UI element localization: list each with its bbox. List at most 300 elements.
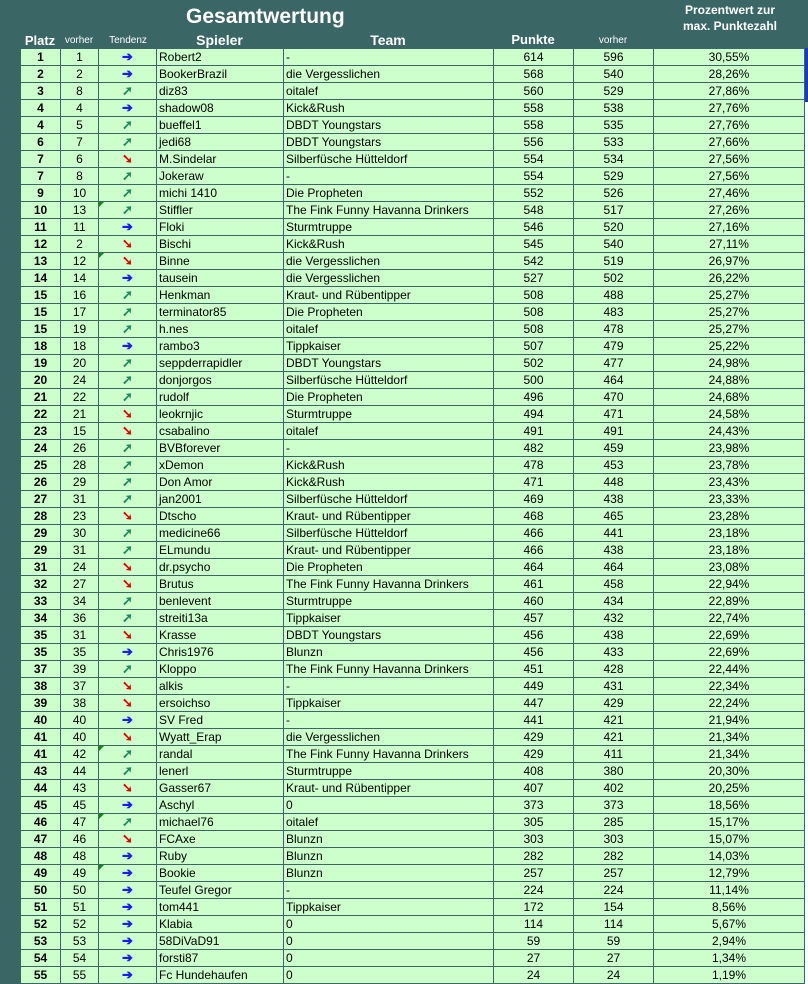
points-cell[interactable]: 303 <box>494 831 574 848</box>
points-cell[interactable]: 508 <box>494 304 574 321</box>
vorher-cell[interactable]: 22 <box>61 389 99 406</box>
previous-points-cell[interactable]: 27 <box>574 950 654 967</box>
team-cell[interactable]: Kick&Rush <box>284 457 494 474</box>
vorher-cell[interactable]: 48 <box>61 848 99 865</box>
points-cell[interactable]: 554 <box>494 168 574 185</box>
platz-cell[interactable]: 20 <box>21 372 61 389</box>
percent-cell[interactable]: 5,67% <box>654 916 805 933</box>
player-cell[interactable]: donjorgos <box>157 372 284 389</box>
points-cell[interactable]: 441 <box>494 712 574 729</box>
points-cell[interactable]: 456 <box>494 627 574 644</box>
points-cell[interactable]: 469 <box>494 491 574 508</box>
vorher-cell[interactable]: 27 <box>61 576 99 593</box>
platz-cell[interactable]: 4 <box>21 100 61 117</box>
team-cell[interactable]: Sturmtruppe <box>284 593 494 610</box>
percent-cell[interactable]: 22,89% <box>654 593 805 610</box>
points-cell[interactable]: 494 <box>494 406 574 423</box>
platz-cell[interactable]: 31 <box>21 559 61 576</box>
player-cell[interactable]: Binne <box>157 253 284 270</box>
trend-cell[interactable] <box>99 355 157 372</box>
team-cell[interactable]: DBDT Youngstars <box>284 627 494 644</box>
previous-points-cell[interactable]: 432 <box>574 610 654 627</box>
player-cell[interactable]: Krasse <box>157 627 284 644</box>
percent-cell[interactable]: 21,94% <box>654 712 805 729</box>
previous-points-cell[interactable]: 464 <box>574 372 654 389</box>
team-cell[interactable]: DBDT Youngstars <box>284 355 494 372</box>
vorher-cell[interactable]: 24 <box>61 559 99 576</box>
player-cell[interactable]: Bischi <box>157 236 284 253</box>
points-cell[interactable]: 257 <box>494 865 574 882</box>
previous-points-cell[interactable]: 470 <box>574 389 654 406</box>
points-cell[interactable]: 373 <box>494 797 574 814</box>
previous-points-cell[interactable]: 479 <box>574 338 654 355</box>
player-cell[interactable]: Ruby <box>157 848 284 865</box>
trend-cell[interactable] <box>99 304 157 321</box>
team-cell[interactable]: - <box>284 49 494 66</box>
previous-points-cell[interactable]: 471 <box>574 406 654 423</box>
player-cell[interactable]: forsti87 <box>157 950 284 967</box>
vorher-cell[interactable]: 51 <box>61 899 99 916</box>
percent-cell[interactable]: 24,88% <box>654 372 805 389</box>
team-cell[interactable]: - <box>284 882 494 899</box>
team-cell[interactable]: Silberfüsche Hütteldorf <box>284 372 494 389</box>
previous-points-cell[interactable]: 491 <box>574 423 654 440</box>
player-cell[interactable]: ersoichso <box>157 695 284 712</box>
vorher-cell[interactable]: 2 <box>61 66 99 83</box>
team-cell[interactable]: die Vergesslichen <box>284 253 494 270</box>
percent-cell[interactable]: 25,27% <box>654 321 805 338</box>
platz-cell[interactable]: 9 <box>21 185 61 202</box>
vorher-cell[interactable]: 40 <box>61 729 99 746</box>
vorher-cell[interactable]: 4 <box>61 100 99 117</box>
player-cell[interactable]: xDemon <box>157 457 284 474</box>
percent-cell[interactable]: 15,07% <box>654 831 805 848</box>
team-cell[interactable]: Kraut- und Rübentipper <box>284 542 494 559</box>
platz-cell[interactable]: 19 <box>21 355 61 372</box>
player-cell[interactable]: Teufel Gregor <box>157 882 284 899</box>
previous-points-cell[interactable]: 438 <box>574 627 654 644</box>
percent-cell[interactable]: 27,16% <box>654 219 805 236</box>
previous-points-cell[interactable]: 433 <box>574 644 654 661</box>
previous-points-cell[interactable]: 114 <box>574 916 654 933</box>
player-cell[interactable]: Floki <box>157 219 284 236</box>
player-cell[interactable]: randal <box>157 746 284 763</box>
player-cell[interactable]: terminator85 <box>157 304 284 321</box>
percent-cell[interactable]: 30,55% <box>654 49 805 66</box>
previous-points-cell[interactable]: 453 <box>574 457 654 474</box>
trend-cell[interactable] <box>99 83 157 100</box>
points-cell[interactable]: 558 <box>494 100 574 117</box>
player-cell[interactable]: shadow08 <box>157 100 284 117</box>
player-cell[interactable]: tausein <box>157 270 284 287</box>
platz-cell[interactable]: 54 <box>21 950 61 967</box>
vorher-cell[interactable]: 45 <box>61 797 99 814</box>
percent-cell[interactable]: 11,14% <box>654 882 805 899</box>
vorher-cell[interactable]: 18 <box>61 338 99 355</box>
vorher-cell[interactable]: 24 <box>61 372 99 389</box>
percent-cell[interactable]: 12,79% <box>654 865 805 882</box>
team-cell[interactable]: Tippkaiser <box>284 610 494 627</box>
team-cell[interactable]: The Fink Funny Havanna Drinkers <box>284 202 494 219</box>
platz-cell[interactable]: 7 <box>21 168 61 185</box>
vorher-cell[interactable]: 37 <box>61 678 99 695</box>
player-cell[interactable]: Bookie <box>157 865 284 882</box>
trend-cell[interactable] <box>99 236 157 253</box>
points-cell[interactable]: 429 <box>494 729 574 746</box>
previous-points-cell[interactable]: 517 <box>574 202 654 219</box>
previous-points-cell[interactable]: 464 <box>574 559 654 576</box>
trend-cell[interactable] <box>99 933 157 950</box>
team-cell[interactable]: Kraut- und Rübentipper <box>284 287 494 304</box>
percent-cell[interactable]: 26,22% <box>654 270 805 287</box>
team-cell[interactable]: 0 <box>284 950 494 967</box>
percent-cell[interactable]: 23,18% <box>654 525 805 542</box>
previous-points-cell[interactable]: 224 <box>574 882 654 899</box>
team-cell[interactable]: Kick&Rush <box>284 236 494 253</box>
player-cell[interactable]: Brutus <box>157 576 284 593</box>
percent-cell[interactable]: 15,17% <box>654 814 805 831</box>
trend-cell[interactable] <box>99 457 157 474</box>
trend-cell[interactable] <box>99 661 157 678</box>
trend-cell[interactable] <box>99 474 157 491</box>
platz-cell[interactable]: 50 <box>21 882 61 899</box>
previous-points-cell[interactable]: 478 <box>574 321 654 338</box>
points-cell[interactable]: 468 <box>494 508 574 525</box>
trend-cell[interactable] <box>99 338 157 355</box>
points-cell[interactable]: 466 <box>494 542 574 559</box>
player-cell[interactable]: bueffel1 <box>157 117 284 134</box>
trend-cell[interactable] <box>99 151 157 168</box>
vorher-cell[interactable]: 11 <box>61 219 99 236</box>
previous-points-cell[interactable]: 402 <box>574 780 654 797</box>
player-cell[interactable]: Gasser67 <box>157 780 284 797</box>
team-cell[interactable]: Sturmtruppe <box>284 763 494 780</box>
player-cell[interactable]: michi 1410 <box>157 185 284 202</box>
points-cell[interactable]: 556 <box>494 134 574 151</box>
vorher-cell[interactable]: 42 <box>61 746 99 763</box>
platz-cell[interactable]: 53 <box>21 933 61 950</box>
percent-cell[interactable]: 22,94% <box>654 576 805 593</box>
trend-cell[interactable] <box>99 423 157 440</box>
previous-points-cell[interactable]: 520 <box>574 219 654 236</box>
previous-points-cell[interactable]: 59 <box>574 933 654 950</box>
percent-cell[interactable]: 25,22% <box>654 338 805 355</box>
previous-points-cell[interactable]: 24 <box>574 967 654 984</box>
previous-points-cell[interactable]: 465 <box>574 508 654 525</box>
player-cell[interactable]: leokrnjic <box>157 406 284 423</box>
vorher-cell[interactable]: 52 <box>61 916 99 933</box>
platz-cell[interactable]: 34 <box>21 610 61 627</box>
percent-cell[interactable]: 27,76% <box>654 117 805 134</box>
points-cell[interactable]: 114 <box>494 916 574 933</box>
previous-points-cell[interactable]: 431 <box>574 678 654 695</box>
platz-cell[interactable]: 13 <box>21 253 61 270</box>
points-cell[interactable]: 456 <box>494 644 574 661</box>
trend-cell[interactable] <box>99 440 157 457</box>
player-cell[interactable]: BookerBrazil <box>157 66 284 83</box>
team-cell[interactable]: Kick&Rush <box>284 100 494 117</box>
platz-cell[interactable]: 41 <box>21 746 61 763</box>
points-cell[interactable]: 447 <box>494 695 574 712</box>
platz-cell[interactable]: 3 <box>21 83 61 100</box>
percent-cell[interactable]: 26,97% <box>654 253 805 270</box>
previous-points-cell[interactable]: 529 <box>574 168 654 185</box>
points-cell[interactable]: 542 <box>494 253 574 270</box>
team-cell[interactable]: Die Propheten <box>284 185 494 202</box>
platz-cell[interactable]: 1 <box>21 49 61 66</box>
trend-cell[interactable] <box>99 100 157 117</box>
trend-cell[interactable] <box>99 797 157 814</box>
platz-cell[interactable]: 35 <box>21 627 61 644</box>
trend-cell[interactable] <box>99 780 157 797</box>
team-cell[interactable]: Tippkaiser <box>284 338 494 355</box>
platz-cell[interactable]: 27 <box>21 491 61 508</box>
percent-cell[interactable]: 27,56% <box>654 168 805 185</box>
trend-cell[interactable] <box>99 729 157 746</box>
percent-cell[interactable]: 2,94% <box>654 933 805 950</box>
percent-cell[interactable]: 27,66% <box>654 134 805 151</box>
points-cell[interactable]: 507 <box>494 338 574 355</box>
previous-points-cell[interactable]: 429 <box>574 695 654 712</box>
team-cell[interactable]: Silberfüsche Hütteldorf <box>284 151 494 168</box>
vorher-cell[interactable]: 50 <box>61 882 99 899</box>
team-cell[interactable]: - <box>284 678 494 695</box>
player-cell[interactable]: Don Amor <box>157 474 284 491</box>
platz-cell[interactable]: 11 <box>21 219 61 236</box>
trend-cell[interactable] <box>99 202 157 219</box>
vorher-cell[interactable]: 49 <box>61 865 99 882</box>
percent-cell[interactable]: 14,03% <box>654 848 805 865</box>
team-cell[interactable]: Silberfüsche Hütteldorf <box>284 525 494 542</box>
percent-cell[interactable]: 23,28% <box>654 508 805 525</box>
vorher-cell[interactable]: 14 <box>61 270 99 287</box>
points-cell[interactable]: 460 <box>494 593 574 610</box>
player-cell[interactable]: dr.psycho <box>157 559 284 576</box>
points-cell[interactable]: 224 <box>494 882 574 899</box>
previous-points-cell[interactable]: 526 <box>574 185 654 202</box>
vorher-cell[interactable]: 55 <box>61 967 99 984</box>
player-cell[interactable]: ELmundu <box>157 542 284 559</box>
vorher-cell[interactable]: 15 <box>61 423 99 440</box>
platz-cell[interactable]: 2 <box>21 66 61 83</box>
team-cell[interactable]: Blunzn <box>284 848 494 865</box>
points-cell[interactable]: 558 <box>494 117 574 134</box>
percent-cell[interactable]: 27,76% <box>654 100 805 117</box>
trend-cell[interactable] <box>99 763 157 780</box>
player-cell[interactable]: diz83 <box>157 83 284 100</box>
points-cell[interactable]: 552 <box>494 185 574 202</box>
previous-points-cell[interactable]: 540 <box>574 66 654 83</box>
percent-cell[interactable]: 21,34% <box>654 746 805 763</box>
team-cell[interactable]: Blunzn <box>284 831 494 848</box>
team-cell[interactable]: Kraut- und Rübentipper <box>284 508 494 525</box>
previous-points-cell[interactable]: 438 <box>574 542 654 559</box>
player-cell[interactable]: Robert2 <box>157 49 284 66</box>
previous-points-cell[interactable]: 282 <box>574 848 654 865</box>
vorher-cell[interactable]: 47 <box>61 814 99 831</box>
platz-cell[interactable]: 28 <box>21 508 61 525</box>
vorher-cell[interactable]: 7 <box>61 134 99 151</box>
platz-cell[interactable]: 33 <box>21 593 61 610</box>
trend-cell[interactable] <box>99 134 157 151</box>
vorher-cell[interactable]: 10 <box>61 185 99 202</box>
vorher-cell[interactable]: 44 <box>61 763 99 780</box>
player-cell[interactable]: streiti13a <box>157 610 284 627</box>
vorher-cell[interactable]: 38 <box>61 695 99 712</box>
previous-points-cell[interactable]: 448 <box>574 474 654 491</box>
points-cell[interactable]: 471 <box>494 474 574 491</box>
previous-points-cell[interactable]: 421 <box>574 712 654 729</box>
vorher-cell[interactable]: 6 <box>61 151 99 168</box>
team-cell[interactable]: Sturmtruppe <box>284 406 494 423</box>
previous-points-cell[interactable]: 257 <box>574 865 654 882</box>
percent-cell[interactable]: 1,34% <box>654 950 805 967</box>
trend-cell[interactable] <box>99 66 157 83</box>
platz-cell[interactable]: 32 <box>21 576 61 593</box>
player-cell[interactable]: SV Fred <box>157 712 284 729</box>
points-cell[interactable]: 451 <box>494 661 574 678</box>
platz-cell[interactable]: 12 <box>21 236 61 253</box>
player-cell[interactable]: FCAxe <box>157 831 284 848</box>
trend-cell[interactable] <box>99 967 157 984</box>
points-cell[interactable]: 560 <box>494 83 574 100</box>
team-cell[interactable]: Tippkaiser <box>284 695 494 712</box>
team-cell[interactable]: - <box>284 712 494 729</box>
points-cell[interactable]: 548 <box>494 202 574 219</box>
trend-cell[interactable] <box>99 746 157 763</box>
team-cell[interactable]: The Fink Funny Havanna Drinkers <box>284 746 494 763</box>
points-cell[interactable]: 457 <box>494 610 574 627</box>
team-cell[interactable]: The Fink Funny Havanna Drinkers <box>284 576 494 593</box>
previous-points-cell[interactable]: 502 <box>574 270 654 287</box>
vorher-cell[interactable]: 40 <box>61 712 99 729</box>
player-cell[interactable]: Kloppo <box>157 661 284 678</box>
trend-cell[interactable] <box>99 49 157 66</box>
percent-cell[interactable]: 25,27% <box>654 287 805 304</box>
team-cell[interactable]: - <box>284 168 494 185</box>
points-cell[interactable]: 408 <box>494 763 574 780</box>
team-cell[interactable]: 0 <box>284 797 494 814</box>
trend-cell[interactable] <box>99 712 157 729</box>
percent-cell[interactable]: 23,43% <box>654 474 805 491</box>
platz-cell[interactable]: 29 <box>21 542 61 559</box>
vorher-cell[interactable]: 35 <box>61 644 99 661</box>
vorher-cell[interactable]: 54 <box>61 950 99 967</box>
team-cell[interactable]: oitalef <box>284 423 494 440</box>
player-cell[interactable]: Jokeraw <box>157 168 284 185</box>
percent-cell[interactable]: 25,27% <box>654 304 805 321</box>
player-cell[interactable]: alkis <box>157 678 284 695</box>
platz-cell[interactable]: 46 <box>21 814 61 831</box>
team-cell[interactable]: oitalef <box>284 814 494 831</box>
player-cell[interactable]: BVBforever <box>157 440 284 457</box>
previous-points-cell[interactable]: 303 <box>574 831 654 848</box>
platz-cell[interactable]: 24 <box>21 440 61 457</box>
previous-points-cell[interactable]: 483 <box>574 304 654 321</box>
player-cell[interactable]: medicine66 <box>157 525 284 542</box>
team-cell[interactable]: The Fink Funny Havanna Drinkers <box>284 661 494 678</box>
team-cell[interactable]: oitalef <box>284 83 494 100</box>
player-cell[interactable]: jan2001 <box>157 491 284 508</box>
team-cell[interactable]: Tippkaiser <box>284 899 494 916</box>
platz-cell[interactable]: 15 <box>21 321 61 338</box>
team-cell[interactable]: Blunzn <box>284 644 494 661</box>
trend-cell[interactable] <box>99 899 157 916</box>
trend-cell[interactable] <box>99 219 157 236</box>
points-cell[interactable]: 545 <box>494 236 574 253</box>
player-cell[interactable]: rambo3 <box>157 338 284 355</box>
team-cell[interactable]: Blunzn <box>284 865 494 882</box>
vorher-cell[interactable]: 5 <box>61 117 99 134</box>
previous-points-cell[interactable]: 538 <box>574 100 654 117</box>
vorher-cell[interactable]: 16 <box>61 287 99 304</box>
points-cell[interactable]: 508 <box>494 287 574 304</box>
vorher-cell[interactable]: 2 <box>61 236 99 253</box>
trend-cell[interactable] <box>99 610 157 627</box>
previous-points-cell[interactable]: 411 <box>574 746 654 763</box>
platz-cell[interactable]: 38 <box>21 678 61 695</box>
trend-cell[interactable] <box>99 814 157 831</box>
platz-cell[interactable]: 15 <box>21 304 61 321</box>
team-cell[interactable]: 0 <box>284 967 494 984</box>
percent-cell[interactable]: 23,98% <box>654 440 805 457</box>
trend-cell[interactable] <box>99 627 157 644</box>
vorher-cell[interactable]: 29 <box>61 474 99 491</box>
trend-cell[interactable] <box>99 593 157 610</box>
platz-cell[interactable]: 10 <box>21 202 61 219</box>
player-cell[interactable]: Wyatt_Erap <box>157 729 284 746</box>
platz-cell[interactable]: 15 <box>21 287 61 304</box>
team-cell[interactable]: die Vergesslichen <box>284 270 494 287</box>
percent-cell[interactable]: 8,56% <box>654 899 805 916</box>
platz-cell[interactable]: 44 <box>21 780 61 797</box>
trend-cell[interactable] <box>99 950 157 967</box>
percent-cell[interactable]: 27,56% <box>654 151 805 168</box>
trend-cell[interactable] <box>99 576 157 593</box>
previous-points-cell[interactable]: 534 <box>574 151 654 168</box>
vorher-cell[interactable]: 12 <box>61 253 99 270</box>
platz-cell[interactable]: 6 <box>21 134 61 151</box>
team-cell[interactable]: Die Propheten <box>284 559 494 576</box>
player-cell[interactable]: seppderrapidler <box>157 355 284 372</box>
points-cell[interactable]: 24 <box>494 967 574 984</box>
previous-points-cell[interactable]: 434 <box>574 593 654 610</box>
percent-cell[interactable]: 24,68% <box>654 389 805 406</box>
previous-points-cell[interactable]: 533 <box>574 134 654 151</box>
trend-cell[interactable] <box>99 848 157 865</box>
points-cell[interactable]: 554 <box>494 151 574 168</box>
team-cell[interactable]: DBDT Youngstars <box>284 134 494 151</box>
percent-cell[interactable]: 22,34% <box>654 678 805 695</box>
vorher-cell[interactable]: 39 <box>61 661 99 678</box>
player-cell[interactable]: jedi68 <box>157 134 284 151</box>
platz-cell[interactable]: 45 <box>21 797 61 814</box>
percent-cell[interactable]: 22,24% <box>654 695 805 712</box>
points-cell[interactable]: 27 <box>494 950 574 967</box>
platz-cell[interactable]: 21 <box>21 389 61 406</box>
player-cell[interactable]: Chris1976 <box>157 644 284 661</box>
player-cell[interactable]: 58DiVaD91 <box>157 933 284 950</box>
previous-points-cell[interactable]: 529 <box>574 83 654 100</box>
player-cell[interactable]: Stiffler <box>157 202 284 219</box>
vorher-cell[interactable]: 13 <box>61 202 99 219</box>
percent-cell[interactable]: 18,56% <box>654 797 805 814</box>
platz-cell[interactable]: 41 <box>21 729 61 746</box>
previous-points-cell[interactable]: 519 <box>574 253 654 270</box>
percent-cell[interactable]: 23,78% <box>654 457 805 474</box>
vorher-cell[interactable]: 30 <box>61 525 99 542</box>
trend-cell[interactable] <box>99 185 157 202</box>
